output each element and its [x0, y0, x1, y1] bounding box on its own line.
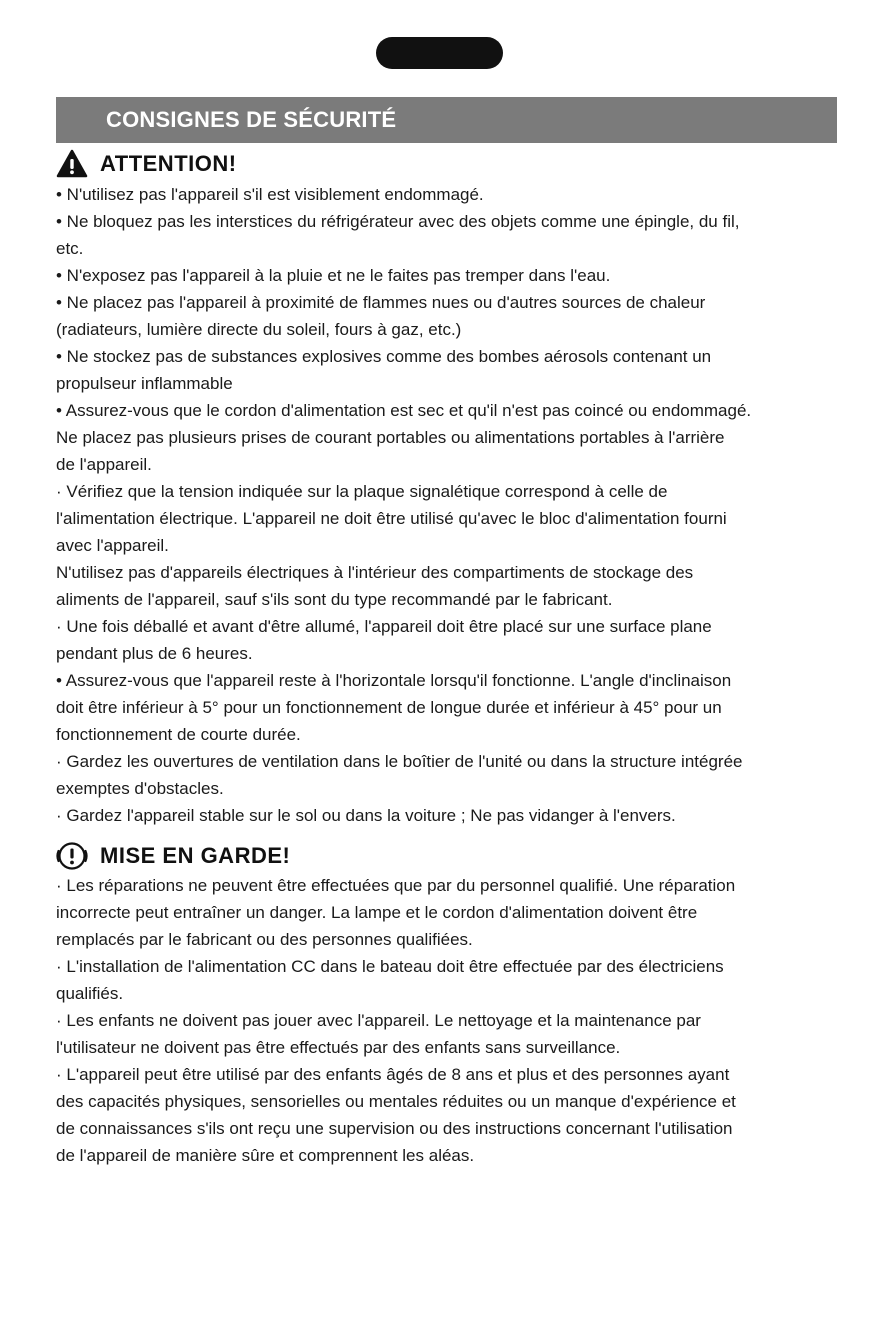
list-item: · L'installation de l'alimentation CC dans le bateau doit être effectuée par des électriciens qualifiés. [56, 957, 724, 1003]
exclamation-circle-icon [56, 840, 88, 872]
list-item: • Ne stockez pas de substances explosives comme des bombes aérosols contenant un propulseur inflammable [56, 347, 712, 393]
caution-title: MISE EN GARDE! [100, 843, 291, 868]
list-item: · Gardez l'appareil stable sur le sol ou dans la voiture ; Ne pas vidanger à l'envers. [56, 806, 676, 825]
list-item: · Une fois déballé et avant d'être allumé, l'appareil doit être placé sur une surface plane pendant plus de 6 heures. [56, 617, 712, 663]
list-item: • Ne bloquez pas les interstices du réfrigérateur avec des objets comme une épingle, du fil, etc. [56, 212, 740, 258]
list-item: · Vérifiez que la tension indiquée sur la plaque signalétique correspond à celle de l'alimentation électrique. L'appareil ne doit être utilisé qu'avec le bloc d'alimentation fourni avec l'appareil. N'utilisez pas d'appareils électriques à l'intérieur des compartiments de stockage des aliments de l'appareil, sauf s'ils sont du type recommandé par le fabricant. [56, 482, 727, 609]
attention-list [56, 181, 831, 829]
section-header-bar [56, 97, 837, 143]
section-title: CONSIGNES DE SÉCURITÉ [106, 107, 397, 132]
list-item: • Assurez-vous que l'appareil reste à l'horizontale lorsqu'il fonctionne. L'angle d'inclinaison doit être inférieur à 5° pour un fonctionnement de longue durée et inférieur à 45° pour un fonctionnement de courte durée. [56, 671, 732, 744]
list-item: • Ne placez pas l'appareil à proximité de flammes nues ou d'autres sources de chaleur (radiateurs, lumière directe du soleil, fours à gaz, etc.) [56, 293, 706, 339]
warning-triangle-icon [56, 148, 88, 180]
caution-list [56, 872, 831, 1169]
header-pill [376, 37, 503, 69]
list-item: · L'appareil peut être utilisé par des enfants âgés de 8 ans et plus et des personnes ayant des capacités physiques, sensorielles ou mentales réduites ou un manque d'expérience et de connaissances s'ils ont reçu une supervision ou des instructions concernant l'utilisation de l'appareil de manière sûre et comprennent les aléas. [56, 1065, 736, 1165]
list-item: · Les enfants ne doivent pas jouer avec l'appareil. Le nettoyage et la maintenance par l'utilisateur ne doivent pas être effectués par des enfants sans surveillance. [56, 1011, 701, 1057]
list-item: • Assurez-vous que le cordon d'alimentation est sec et qu'il n'est pas coincé ou endommagé. Ne placez pas plusieurs prises de courant portables ou alimentations portables à l'arrière de l'appareil. [56, 401, 752, 474]
list-item: · Gardez les ouvertures de ventilation dans le boîtier de l'unité ou dans la structure intégrée exemptes d'obstacles. [56, 752, 743, 798]
list-item: · Les réparations ne peuvent être effectuées que par du personnel qualifié. Une réparation incorrecte peut entraîner un danger. La lampe et le cordon d'alimentation doivent être remplacés par le fabricant ou des personnes qualifiées. [56, 876, 736, 949]
caution-heading [56, 840, 290, 872]
attention-title: ATTENTION! [100, 151, 237, 176]
list-item: • N'exposez pas l'appareil à la pluie et ne le faites pas tremper dans l'eau. [56, 266, 611, 285]
attention-heading [56, 148, 237, 180]
list-item: • N'utilisez pas l'appareil s'il est visiblement endommagé. [56, 185, 484, 204]
